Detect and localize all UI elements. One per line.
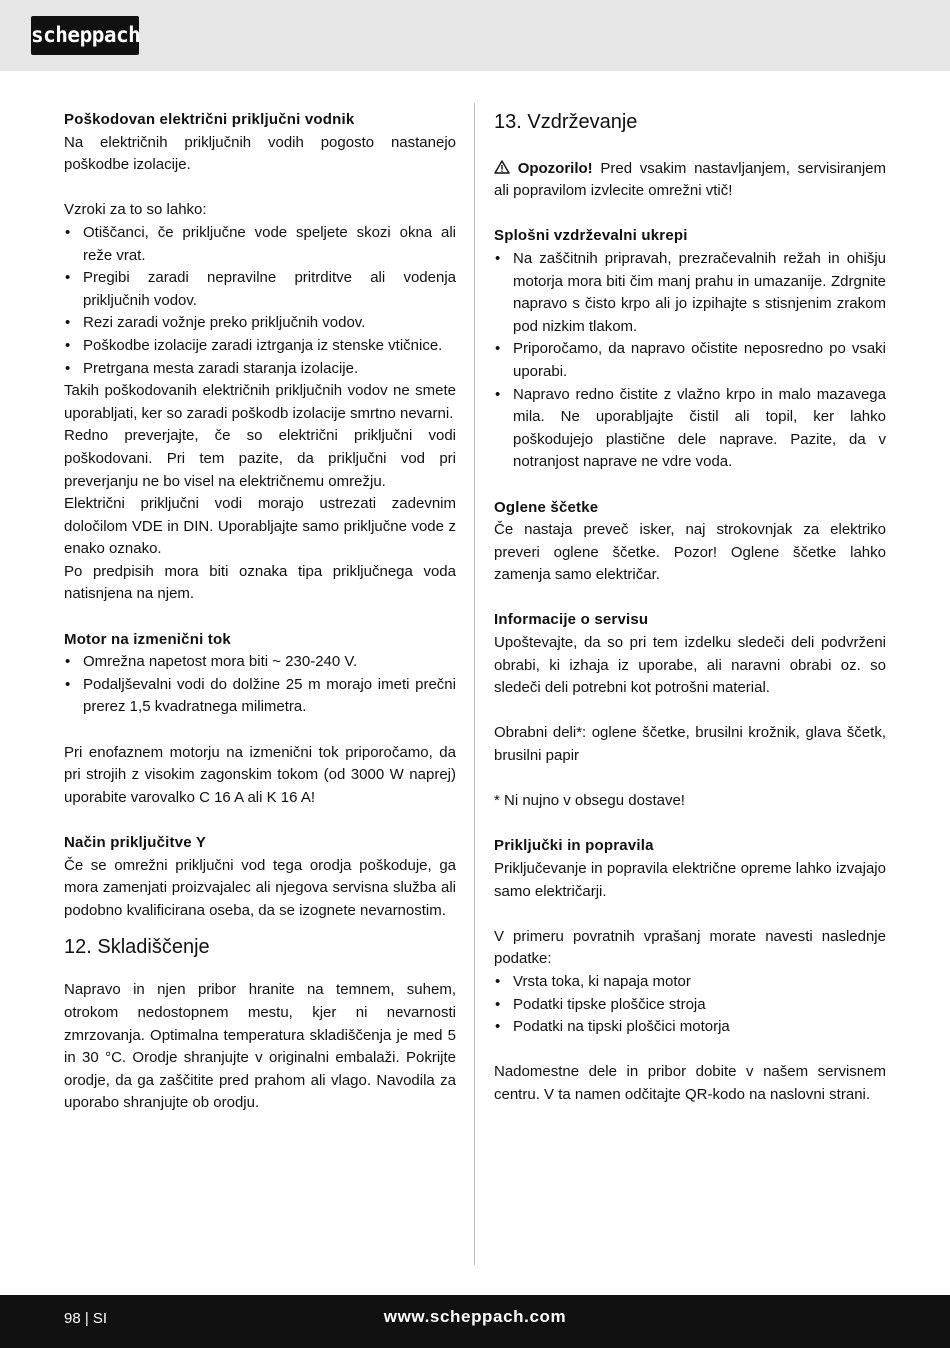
list-item: • Napravo redno čistite z vlažno krpo in malo mazavega mila. Ne uporabljajte čistil ali topil, ker lahko poškodujejo plastične dele naprave. Pazite, da v notranjost naprave ne vdre voda. <box>494 384 886 474</box>
list-item: • Rezi zaradi vožnje preko priključnih vodov. <box>64 312 456 335</box>
paragraph: Pri enofaznem motorju na izmenični tok priporočamo, da pri strojih z visokim zagonskim tokom (od 3000 W naprej) uporabite varovalko C 16 A ali K 16 A! <box>64 743 456 806</box>
warning-paragraph <box>494 158 886 203</box>
warning-triangle-icon <box>494 160 510 174</box>
paragraph: Redno preverjajte, če so električni priključni vodi poškodovani. Pri tem pazite, da priključni vod pri preverjanju ne bo visel na električnemu omrežju. <box>64 427 456 490</box>
section-heading: Oglene ščetke <box>494 498 599 516</box>
paragraph: Takih poškodovanih električnih priključnih vodov ne smete uporabljati, ker so zaradi poškodb izolacije smrtno nevarni. <box>64 382 456 422</box>
chapter-heading: 13. Vzdrževanje <box>494 111 638 133</box>
paragraph: Vzroki za to so lahko: <box>64 201 207 219</box>
paragraph: Če nastaja preveč isker, naj strokovnjak za elektriko preveri oglene ščetke. Pozor! Oglene ščetke lahko zamenja samo električar. <box>494 521 886 584</box>
list-item: • Podatki na tipski ploščici motorja <box>494 1016 886 1039</box>
brand-logo: scheppach <box>31 16 139 55</box>
paragraph: Upoštevajte, da so pri tem izdelku sledeči deli podvrženi obrabi, ki izhaja iz uporabe, ali naravni obrabi oz. so sledeči deli potrebni kot potrošni material. <box>494 634 886 697</box>
section-heading: Način priključitve Y <box>64 834 207 851</box>
paragraph: V primeru povratnih vprašanj morate navesti naslednje podatke: <box>494 927 886 968</box>
warning-label: Opozorilo! <box>517 159 593 177</box>
section-heading: Poškodovan električni priključni vodnik <box>64 111 355 128</box>
list-item: • Na zaščitnih pripravah, prezračevalnih režah in ohišju motorja mora biti čim manj prahu in umazanije. Zdrgnite napravo s čisto krpo ali jo izpihajte s stisnjenim zrakom pod nizkim tlakom. <box>494 248 886 338</box>
paragraph: Napravo in njen pribor hranite na temnem, suhem, otrokom nedostopnem mestu, kjer ni nevarnosti zmrzovanja. Optimalna temperatura skladiščenja je med 5 in 30 °C. Orodje shranjujte v originalni embalaži. Pokrijte orodje, da ga zaščitite pred prahom ali vlago. Navodila za uporabo shranjujte ob orodju. <box>64 981 456 1112</box>
bullet-list <box>494 248 886 474</box>
section-heading: Motor na izmenični tok <box>64 630 231 648</box>
website-url: www.scheppach.com <box>383 1307 567 1326</box>
section-heading: Informacije o servisu <box>494 611 649 629</box>
page-number: 98 | SI <box>64 1310 108 1327</box>
list-item: • Priporočamo, da napravo očistite neposredno po vsaki uporabi. <box>494 338 886 383</box>
bullet-list <box>64 651 456 719</box>
column-divider <box>474 103 475 1265</box>
bullet-list <box>494 971 886 1039</box>
list-item: • Podaljševalni vodi do dolžine 25 m morajo imeti prečni prerez 1,5 kvadratnega milimetra. <box>64 674 456 719</box>
section-heading: Splošni vzdrževalni ukrepi <box>494 227 688 245</box>
paragraph: Nadomestne dele in pribor dobite v našem servisnem centru. V ta namen odčitajte QR-kodo na naslovni strani. <box>494 1063 886 1103</box>
paragraph: Če se omrežni priključni vod tega orodja poškoduje, ga mora zamenjati proizvajalec ali njegova servisna služba ali podobno kvalificirana oseba, da se izognete nevarnostim. <box>64 856 456 919</box>
paragraph: Priključevanje in popravila električne opreme lahko izvajajo samo električarji. <box>494 860 886 900</box>
warning-text: Pred vsakim nastavljanjem, servisiranjem ali popravilom izvlecite omrežni vtič! <box>494 159 886 200</box>
list-item: • Omrežna napetost mora biti ~ 230-240 V. <box>64 651 456 674</box>
bullet-list <box>64 222 456 380</box>
paragraph: Električni priključni vodi morajo ustrezati zadevnim določilom VDE in DIN. Uporabljajte samo priključne vode z enako oznako. <box>64 495 456 558</box>
section-heading: Priključki in popravila <box>494 837 654 855</box>
left-column <box>64 109 456 1115</box>
right-column <box>494 109 886 1107</box>
list-item: • Vrsta toka, ki napaja motor <box>494 971 886 994</box>
list-item: • Pretrgana mesta zaradi staranja izolacije. <box>64 358 456 381</box>
chapter-heading: 12. Skladiščenje <box>64 936 210 959</box>
paragraph: * Ni nujno v obsegu dostave! <box>494 792 685 810</box>
list-item: • Podatki tipske ploščice stroja <box>494 994 886 1017</box>
footer-bar <box>0 1295 950 1348</box>
paragraph: Obrabni deli*: oglene ščetke, brusilni krožnik, glava ščetk, brusilni papir <box>494 724 886 765</box>
paragraph: Na električnih priključnih vodih pogosto nastanejo poškodbe izolacije. <box>64 133 456 174</box>
paragraph: Po predpisih mora biti oznaka tipa priključnega voda natisnjena na njem. <box>64 562 456 603</box>
header-bar <box>0 0 950 71</box>
list-item: • Pregibi zaradi nepravilne pritrditve ali vodenja priključnih vodov. <box>64 267 456 312</box>
list-item: • Poškodbe izolacije zaradi iztrganja iz stenske vtičnice. <box>64 335 456 358</box>
list-item: • Otiščanci, če priključne vode speljete skozi okna ali reže vrat. <box>64 222 456 267</box>
